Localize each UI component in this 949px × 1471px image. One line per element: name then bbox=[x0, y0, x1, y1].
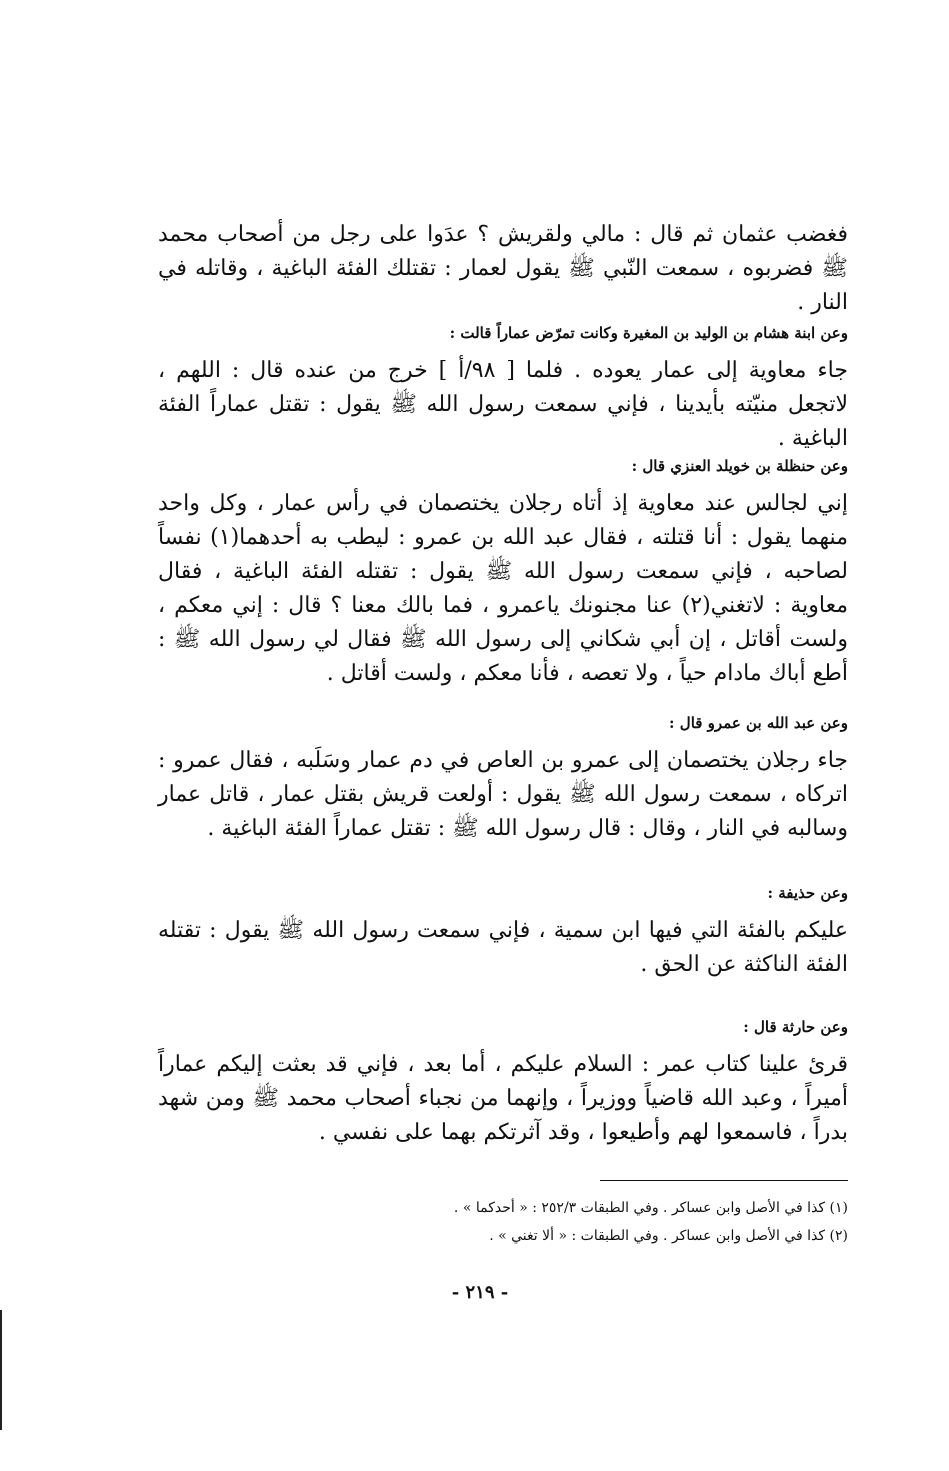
footnote-2: (٢) كذا في الأصل وابن عساكر . وفي الطبقات : « ألا تغني » . bbox=[489, 1228, 848, 1244]
narration-heading: وعن حارثة قال : bbox=[743, 1018, 848, 1036]
section-5 bbox=[158, 882, 848, 982]
paragraph-text: فغضب عثمان ثم قال : مالي ولقريش ؟ عدَوا على رجل من أصحاب محمد ﷺ فضربوه ، سمعت النّبي ﷺ يقول لعمار : تقتلك الفئة الباغية ، وقاتله في النار . bbox=[158, 222, 848, 315]
narration-heading: وعن عبد الله بن عمرو قال : bbox=[669, 714, 848, 732]
section-6 bbox=[158, 1016, 848, 1150]
paragraph-text: قرئ علينا كتاب عمر : السلام عليكم ، أما بعد ، فإني قد بعثت إليكم عماراً أميراً ، وعبد الله قاضياً ووزيراً ، وإنهما من نجباء أصحاب محمد ﷺ ومن شهد بدراً ، فاسمعوا لهم وأطيعوا ، وقد آثرتكم بهما على نفسي . bbox=[158, 1052, 848, 1145]
section-2 bbox=[158, 322, 848, 456]
paragraph-text: جاء رجلان يختصمان إلى عمرو بن العاص في دم عمار وسَلَبه ، فقال عمرو : اتركاه ، سمعت رسول الله ﷺ يقول : أولعت قريش بقتل عمار ، قاتل عمار وسالبه في النار ، وقال : قال رسول الله ﷺ : تقتل عماراً الفئة الباغية . bbox=[158, 748, 848, 841]
section-4 bbox=[158, 712, 848, 846]
footnote-1: (١) كذا في الأصل وابن عساكر . وفي الطبقات ٢٥٢/٣ : « أحدكما » . bbox=[453, 1200, 848, 1216]
page-number: - ٢١٩ - bbox=[451, 1282, 509, 1303]
section-1 bbox=[158, 218, 848, 320]
narration-heading: وعن حنظلة بن خويلد العنزي قال : bbox=[631, 457, 848, 475]
paragraph-text: جاء معاوية إلى عمار يعوده . فلما [ ٩٨/أ ] خرج من عنده قال : اللهم ، لاتجعل منيّته بأيدينا ، فإني سمعت رسول الله ﷺ يقول : تقتل عماراً الفئة الباغية . bbox=[158, 358, 848, 451]
paragraph-text: عليكم بالفئة التي فيها ابن سمية ، فإني سمعت رسول الله ﷺ يقول : تقتله الفئة الناكثة عن الحق . bbox=[158, 918, 848, 977]
narration-heading: وعن حذيفة : bbox=[767, 884, 848, 902]
scan-edge-mark bbox=[0, 1310, 2, 1430]
footnotes bbox=[158, 1196, 848, 1248]
section-3 bbox=[158, 455, 848, 691]
paragraph-text: إني لجالس عند معاوية إذ أتاه رجلان يختصمان في رأس عمار ، وكل واحد منهما يقول : أنا قتلته ، فقال عبد الله بن عمرو : ليطب به أحدهما(١) نفساً لصاحبه ، فإني سمعت رسول الله ﷺ يقول : تقتله الفئة الباغية ، فقال معاوية : لاتغني(٢) عنا مجنونك ياعمرو ، فما بالك معنا ؟ قال : إني معكم ، ولست أقاتل ، إن أبي شكاني إلى رسول الله ﷺ فقال لي رسول الله ﷺ : أطع أباك مادام حياً ، ولا تعصه ، فأنا معكم ، ولست أقاتل . bbox=[158, 491, 848, 686]
narration-heading: وعن ابنة هشام بن الوليد بن المغيرة وكانت تمرّض عماراً قالت : bbox=[449, 324, 848, 342]
footnote-divider bbox=[600, 1180, 848, 1181]
